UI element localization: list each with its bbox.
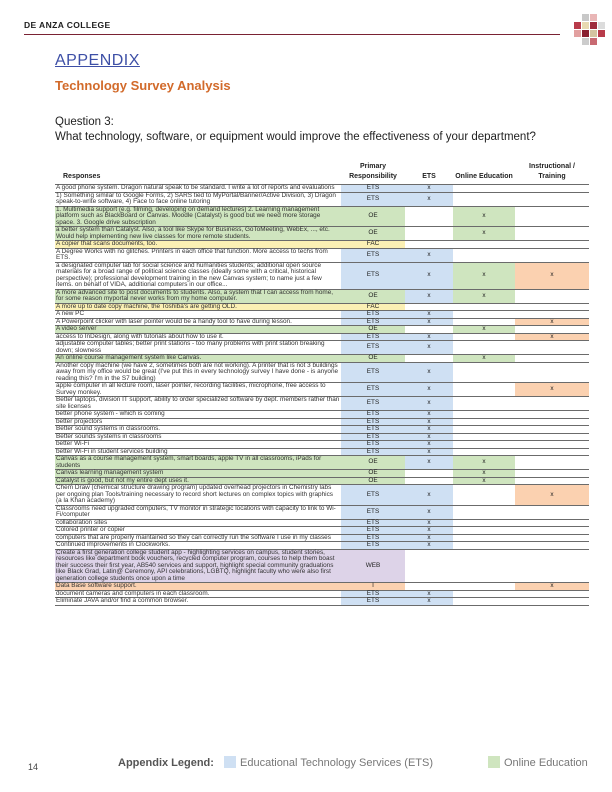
response-text: Canvas learning management system <box>55 470 341 478</box>
primary-responsibility-cell: ETS <box>341 262 405 289</box>
instructional-training-cell <box>515 542 589 550</box>
response-text: better phone system - which is coming <box>55 411 341 419</box>
table-row <box>55 456 589 470</box>
table-row <box>55 485 589 506</box>
online-education-cell: x <box>453 456 515 470</box>
primary-responsibility-cell: OE <box>341 289 405 303</box>
ets-cell: x <box>405 341 453 355</box>
online-education-cell <box>453 549 515 583</box>
ets-cell: x <box>405 534 453 542</box>
instructional-training-cell <box>515 411 589 419</box>
instructional-training-cell <box>515 426 589 434</box>
instructional-training-cell <box>515 397 589 411</box>
ets-cell <box>405 583 453 591</box>
online-education-cell <box>453 311 515 319</box>
table-row <box>55 583 589 591</box>
online-education-cell: x <box>453 206 515 227</box>
online-education-cell: x <box>453 289 515 303</box>
primary-responsibility-cell: ETS <box>341 519 405 527</box>
instructional-training-cell <box>515 289 589 303</box>
ets-cell: x <box>405 248 453 262</box>
online-education-cell <box>453 441 515 449</box>
response-text: A more advanced site to post documents to students. Also, a system that I can access from home, for some reason myportal never works from my home computer. <box>55 289 341 303</box>
table-row <box>55 318 589 326</box>
response-text: better Wi-Fi in student services building <box>55 448 341 456</box>
ets-cell: x <box>405 598 453 606</box>
table-row <box>55 470 589 478</box>
ets-cell: x <box>405 456 453 470</box>
response-text: a better system than Catalyst. Also, a tool like Skype for Business, GoToMeeting, WebEx, ..., etc. Would help implementing new live classes for more remote students. <box>55 227 341 241</box>
online-education-cell <box>453 485 515 506</box>
primary-responsibility-cell: ETS <box>341 426 405 434</box>
online-education-cell <box>453 426 515 434</box>
online-education-cell <box>453 241 515 249</box>
table-body <box>55 185 589 606</box>
instructional-training-cell: x <box>515 262 589 289</box>
primary-responsibility-cell: ETS <box>341 362 405 383</box>
table-row <box>55 549 589 583</box>
table-row <box>55 411 589 419</box>
ets-cell <box>405 206 453 227</box>
primary-responsibility-cell: ETS <box>341 505 405 519</box>
primary-responsibility-cell: ETS <box>341 448 405 456</box>
table-row <box>55 311 589 319</box>
table-row <box>55 397 589 411</box>
response-text: collaboration sites <box>55 519 341 527</box>
table-row <box>55 426 589 434</box>
ets-cell: x <box>405 527 453 535</box>
online-education-cell: x <box>453 470 515 478</box>
instructional-training-cell <box>515 534 589 542</box>
ets-cell: x <box>405 485 453 506</box>
response-text: 1. Multimedia support (e.g. filming, developing on demand lectures) 2. Learning management platform such as BlackBoard or Canvas. Moodle (Catalyst) is good but we need more storage space. 3. Google drive subscription <box>55 206 341 227</box>
instructional-training-cell: x <box>515 485 589 506</box>
response-text: Data Base software support. <box>55 583 341 591</box>
ets-cell: x <box>405 590 453 598</box>
primary-responsibility-cell: FAC <box>341 241 405 249</box>
college-logo-icon <box>570 12 606 52</box>
legend-ets-swatch <box>224 756 236 768</box>
online-education-cell <box>453 505 515 519</box>
instructional-training-cell <box>515 549 589 583</box>
ets-cell: x <box>405 426 453 434</box>
ets-cell <box>405 477 453 485</box>
responses-table <box>55 162 589 606</box>
primary-responsibility-cell: OE <box>341 456 405 470</box>
response-text: Catalyst is good, but not my entire dept uses it. <box>55 477 341 485</box>
instructional-training-cell <box>515 590 589 598</box>
online-education-cell <box>453 527 515 535</box>
instructional-training-cell: x <box>515 318 589 326</box>
ets-cell: x <box>405 362 453 383</box>
response-text: A video server <box>55 326 341 334</box>
online-education-cell <box>453 192 515 206</box>
online-education-cell: x <box>453 262 515 289</box>
table-row <box>55 227 589 241</box>
legend-oe-label: Online Education <box>504 757 588 769</box>
appendix-heading: APPENDIX <box>55 52 140 69</box>
primary-responsibility-cell: ETS <box>341 318 405 326</box>
primary-responsibility-cell: FAC <box>341 303 405 311</box>
online-education-cell <box>453 598 515 606</box>
response-text: access to InDesign, along with tutorials about how to use it. <box>55 333 341 341</box>
primary-responsibility-cell: OE <box>341 227 405 241</box>
primary-responsibility-cell: ETS <box>341 333 405 341</box>
table-row <box>55 262 589 289</box>
ets-cell: x <box>405 262 453 289</box>
instructional-training-cell <box>515 206 589 227</box>
online-education-cell <box>453 542 515 550</box>
instructional-training-cell <box>515 303 589 311</box>
online-education-cell <box>453 185 515 193</box>
response-text: Another copy machine (we have 2, sometimes both are not working). A printer that is not 3 buildings away from my office would be great (I've put this in every technology survey I have done - is anyone reading this? I'm in the S7 building) <box>55 362 341 383</box>
response-text: Continued improvements in Clockworks. <box>55 542 341 550</box>
instructional-training-cell: x <box>515 583 589 591</box>
ets-cell: x <box>405 383 453 397</box>
section-subtitle: Technology Survey Analysis <box>55 78 231 93</box>
header-responses: Responses <box>55 162 341 185</box>
primary-responsibility-cell: ETS <box>341 383 405 397</box>
primary-responsibility-cell: OE <box>341 355 405 363</box>
online-education-cell <box>453 519 515 527</box>
response-text: A more up to date copy machine, the Toshiba's are getting OLD. <box>55 303 341 311</box>
page-number: 14 <box>28 762 39 772</box>
primary-responsibility-cell: ETS <box>341 527 405 535</box>
instructional-training-cell <box>515 477 589 485</box>
header-primary-responsibility: Primary Responsibility <box>341 162 405 185</box>
ets-cell: x <box>405 433 453 441</box>
table-row <box>55 441 589 449</box>
primary-responsibility-cell: ETS <box>341 534 405 542</box>
table-row <box>55 505 589 519</box>
table-row <box>55 527 589 535</box>
ets-cell <box>405 470 453 478</box>
response-text: Chem Draw (chemical structure drawing program) updated overhead projectors in Chemistry labs per ongoing plan Tools/training necessary to record short lectures on complex topics with graphics (a la Khan academy) <box>55 485 341 506</box>
primary-responsibility-cell: OE <box>341 206 405 227</box>
instructional-training-cell <box>515 185 589 193</box>
instructional-training-cell <box>515 527 589 535</box>
instructional-training-cell <box>515 326 589 334</box>
legend-ets-label: Educational Technology Services (ETS) <box>240 757 434 769</box>
ets-cell: x <box>405 505 453 519</box>
table-row <box>55 289 589 303</box>
primary-responsibility-cell: ETS <box>341 542 405 550</box>
response-text: A Degree Works with no glitches. Printers in each office that function. More access to techs from ETS. <box>55 248 341 262</box>
ets-cell: x <box>405 318 453 326</box>
response-text: apple computer in all lecture room, laser pointer, recording facilities, microphone, free access to Survey monkey. <box>55 383 341 397</box>
instructional-training-cell <box>515 227 589 241</box>
table-row <box>55 341 589 355</box>
online-education-cell <box>453 341 515 355</box>
ets-cell <box>405 355 453 363</box>
primary-responsibility-cell: ETS <box>341 248 405 262</box>
ets-cell: x <box>405 542 453 550</box>
table-header-row <box>55 162 589 185</box>
online-education-cell <box>453 583 515 591</box>
online-education-cell <box>453 448 515 456</box>
instructional-training-cell <box>515 241 589 249</box>
table-row <box>55 383 589 397</box>
response-text: A copier that scans documents, too. <box>55 241 341 249</box>
primary-responsibility-cell: ETS <box>341 185 405 193</box>
primary-responsibility-cell: ETS <box>341 433 405 441</box>
online-education-cell <box>453 303 515 311</box>
table-row <box>55 362 589 383</box>
online-education-cell: x <box>453 355 515 363</box>
primary-responsibility-cell: ETS <box>341 485 405 506</box>
response-text: A new PC <box>55 311 341 319</box>
instructional-training-cell <box>515 441 589 449</box>
table-row <box>55 185 589 193</box>
instructional-training-cell <box>515 248 589 262</box>
online-education-cell: x <box>453 227 515 241</box>
response-text: better projectors <box>55 418 341 426</box>
table-row <box>55 326 589 334</box>
ets-cell: x <box>405 311 453 319</box>
primary-responsibility-cell: I <box>341 583 405 591</box>
primary-responsibility-cell: OE <box>341 470 405 478</box>
header-online-education: Online Education <box>453 162 515 185</box>
online-education-cell <box>453 433 515 441</box>
response-text: Create a first generation college student app - highlighting services on campus, student stories, resources like department book vouchers, recycled computer program, courses to help them boast their success their first year, AB540 services and support, highlight special community graduations like Black Grad, Latin@ Ceremony, API celebrations, LGBTQ, highlight faculty who were also first generation college students once upon a time <box>55 549 341 583</box>
response-text: Classrooms need upgraded computers, TV monitor in strategic locations with capacity to link to Wi-Fi/computer <box>55 505 341 519</box>
primary-responsibility-cell: ETS <box>341 397 405 411</box>
question-block <box>55 115 536 145</box>
online-education-cell: x <box>453 326 515 334</box>
online-education-cell <box>453 383 515 397</box>
table-row <box>55 542 589 550</box>
primary-responsibility-cell: ETS <box>341 598 405 606</box>
primary-responsibility-cell: ETS <box>341 192 405 206</box>
legend-oe-swatch <box>488 756 500 768</box>
header-ets: ETS <box>405 162 453 185</box>
table-row <box>55 206 589 227</box>
response-text: Canvas as a course management system, smart boards, apple TV in all classrooms, iPads for students <box>55 456 341 470</box>
online-education-cell <box>453 534 515 542</box>
instructional-training-cell <box>515 192 589 206</box>
table-row <box>55 192 589 206</box>
instructional-training-cell <box>515 505 589 519</box>
response-text: A good phone system. Dragon natural speak to be standard. I write a lot of reports and evaluations <box>55 185 341 193</box>
ets-cell: x <box>405 519 453 527</box>
table-row <box>55 241 589 249</box>
table-row <box>55 303 589 311</box>
ets-cell <box>405 326 453 334</box>
primary-responsibility-cell: OE <box>341 326 405 334</box>
ets-cell: x <box>405 418 453 426</box>
instructional-training-cell <box>515 311 589 319</box>
table-row <box>55 248 589 262</box>
response-text: Eliminate JAVA and/or find a common browser. <box>55 598 341 606</box>
instructional-training-cell <box>515 355 589 363</box>
ets-cell: x <box>405 397 453 411</box>
instructional-training-cell <box>515 362 589 383</box>
question-number: Question 3: <box>55 116 114 128</box>
response-text: Better sound systems in classrooms. <box>55 426 341 434</box>
ets-cell: x <box>405 448 453 456</box>
header-rule <box>24 34 560 35</box>
ets-cell <box>405 227 453 241</box>
response-text: a designated computer lab for social science and humanities students; additional open source materials for a broad range of political science classes (ideally some with a critical, historical perspective); professional development training in the new Canvas system; to name just a few items. on behalf of VIDA, additional computers in our office... <box>55 262 341 289</box>
online-education-cell <box>453 411 515 419</box>
ets-cell: x <box>405 333 453 341</box>
response-text: Colored printer or copier <box>55 527 341 535</box>
ets-cell <box>405 241 453 249</box>
instructional-training-cell <box>515 448 589 456</box>
primary-responsibility-cell: ETS <box>341 590 405 598</box>
ets-cell: x <box>405 411 453 419</box>
instructional-training-cell <box>515 598 589 606</box>
primary-responsibility-cell: ETS <box>341 418 405 426</box>
ets-cell: x <box>405 441 453 449</box>
question-text: What technology, software, or equipment would improve the effectiveness of your department? <box>55 131 536 143</box>
online-education-cell <box>453 248 515 262</box>
table-row <box>55 355 589 363</box>
online-education-cell <box>453 362 515 383</box>
response-text: document cameras and computers in each classroom. <box>55 590 341 598</box>
online-education-cell <box>453 333 515 341</box>
online-education-cell <box>453 397 515 411</box>
online-education-cell <box>453 418 515 426</box>
primary-responsibility-cell: ETS <box>341 411 405 419</box>
instructional-training-cell: x <box>515 383 589 397</box>
response-text: An online course management system like Canvas. <box>55 355 341 363</box>
instructional-training-cell <box>515 418 589 426</box>
response-text: adjustable computer tables; better print stations - too many problems with print station breaking down; slowness <box>55 341 341 355</box>
response-text: Better laptops, division IT support, ability to order specialized software by dept. members rather than site licenses <box>56 396 340 410</box>
ets-cell: x <box>405 185 453 193</box>
ets-cell: x <box>405 192 453 206</box>
online-education-cell: x <box>453 477 515 485</box>
instructional-training-cell <box>515 433 589 441</box>
response-text: better Wi-Fi <box>55 441 341 449</box>
instructional-training-cell <box>515 470 589 478</box>
header-instructional-training: Instructional / Training <box>515 162 589 185</box>
online-education-cell <box>453 590 515 598</box>
primary-responsibility-cell: ETS <box>341 341 405 355</box>
ets-cell: x <box>405 289 453 303</box>
instructional-training-cell <box>515 341 589 355</box>
response-text: A Powerpoint clicker with laser pointer would be a handy tool to have during lesson. <box>55 318 341 326</box>
primary-responsibility-cell: ETS <box>341 441 405 449</box>
table-row <box>55 519 589 527</box>
response-text: computers that are properly maintained so they can correctly run the software I use in my classes <box>55 534 341 542</box>
response-text: 1) Something similar to Google Forms, 2) SARS tied to MyPortal/Banner/Active Division, 3) Dragon speak-to-write software, 4) Face to face online tutoring <box>55 192 341 206</box>
instructional-training-cell <box>515 456 589 470</box>
response-text: Better sounds systems in classrooms <box>55 433 341 441</box>
legend-label: Appendix Legend: <box>118 757 214 769</box>
instructional-training-cell <box>515 519 589 527</box>
instructional-training-cell: x <box>515 333 589 341</box>
primary-responsibility-cell: ETS <box>341 311 405 319</box>
college-name: DE ANZA COLLEGE <box>24 20 111 30</box>
primary-responsibility-cell: OE <box>341 477 405 485</box>
ets-cell <box>405 549 453 583</box>
table-row <box>55 598 589 606</box>
primary-responsibility-cell: WEB <box>341 549 405 583</box>
table-row <box>55 433 589 441</box>
